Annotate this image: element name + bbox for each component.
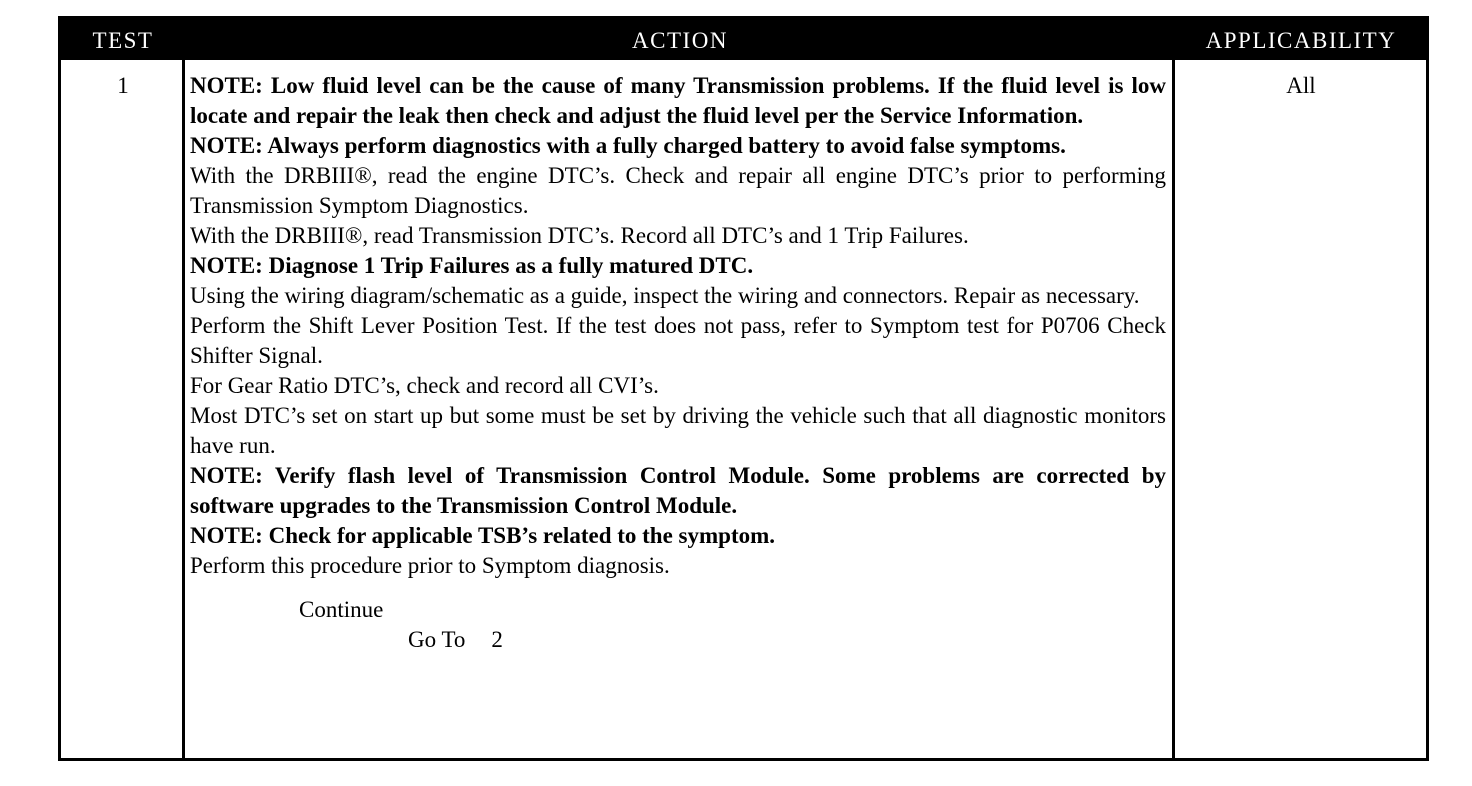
action-step: Most DTC’s set on start up but some must be set by driving the vehicle such that all diagnostic monitors have run. bbox=[190, 403, 1166, 458]
action-step: For Gear Ratio DTC’s, check and record all CVI’s. bbox=[190, 373, 659, 398]
header-test: TEST bbox=[92, 28, 154, 53]
action-step: With the DRBIII®, read Transmission DTC’s. Record all DTC’s and 1 Trip Failures. bbox=[190, 223, 969, 248]
action-cell bbox=[190, 71, 1166, 655]
action-step: Perform this procedure prior to Symptom diagnosis. bbox=[190, 553, 670, 578]
diagnostic-table bbox=[58, 16, 1429, 761]
action-note: NOTE: Verify flash level of Transmission Control Module. Some problems are corrected by software upgrades to the Transmission Control Module. bbox=[190, 463, 1166, 518]
action-note: NOTE: Diagnose 1 Trip Failures as a fully matured DTC. bbox=[190, 253, 754, 278]
test-number: 1 bbox=[117, 73, 129, 98]
action-step: Using the wiring diagram/schematic as a guide, inspect the wiring and connectors. Repair as necessary. bbox=[190, 283, 1140, 308]
action-step: Perform the Shift Lever Position Test. If the test does not pass, refer to Symptom test for P0706 Check Shifter Signal. bbox=[190, 313, 1166, 368]
column-divider-test bbox=[182, 60, 185, 758]
column-divider-action bbox=[1172, 60, 1175, 758]
table-header bbox=[61, 19, 1426, 60]
result-continue: Continue bbox=[299, 597, 384, 622]
goto-instruction bbox=[190, 625, 1166, 655]
action-note: NOTE: Always perform diagnostics with a fully charged battery to avoid false symptoms. bbox=[190, 133, 1066, 158]
action-steps bbox=[190, 71, 1166, 581]
action-step: With the DRBIII®, read the engine DTC’s. Check and repair all engine DTC’s prior to performing Transmission Symptom Diagnostics. bbox=[190, 163, 1166, 218]
applicability-value: All bbox=[1286, 73, 1316, 98]
action-note: NOTE: Check for applicable TSB’s related to the symptom. bbox=[190, 523, 776, 548]
action-note: NOTE: Low fluid level can be the cause of many Transmission problems. If the fluid level is low locate and repair the leak then check and adjust the fluid level per the Service Information. bbox=[190, 73, 1166, 128]
header-applicability: APPLICABILITY bbox=[1205, 28, 1397, 53]
goto-label: Go To bbox=[408, 627, 466, 652]
goto-target[interactable]: 2 bbox=[491, 627, 503, 652]
header-action: ACTION bbox=[632, 28, 728, 53]
